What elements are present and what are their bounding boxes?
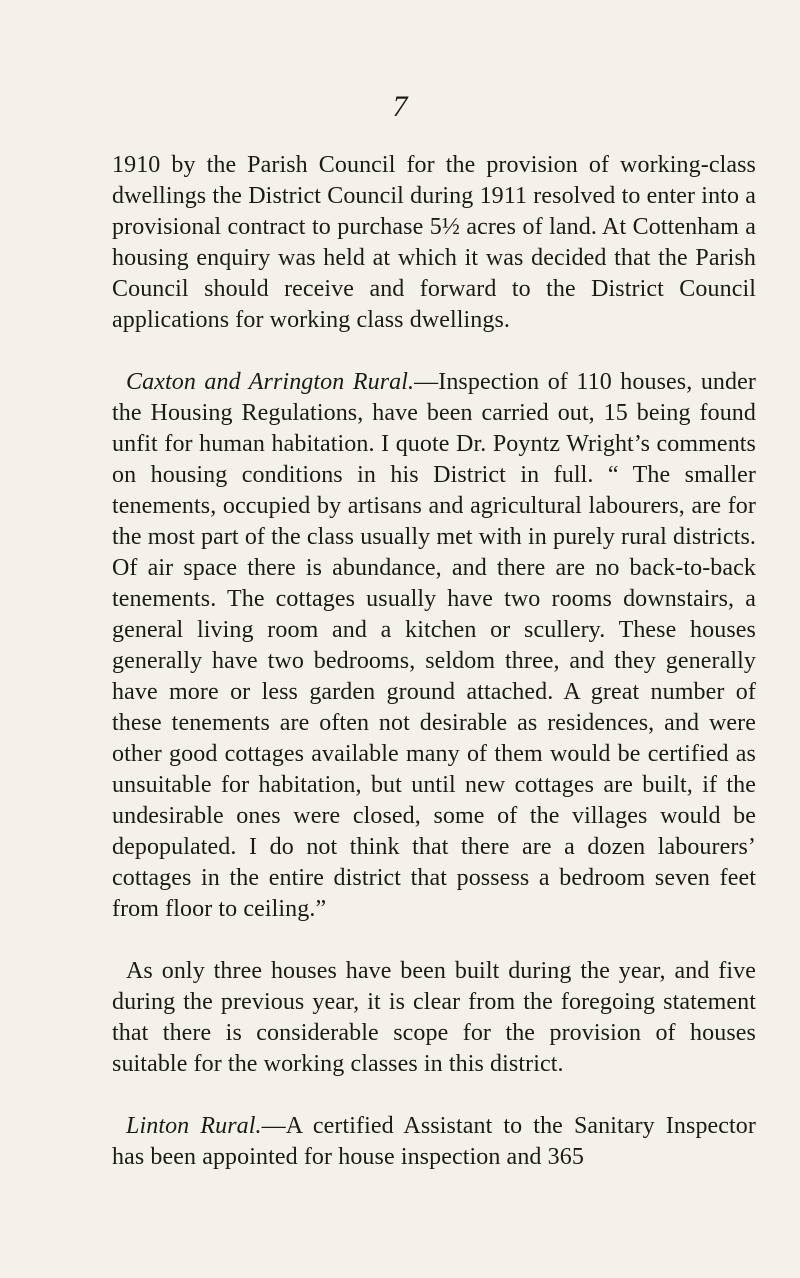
paragraph-linton-rural xyxy=(112,1111,756,1173)
paragraph-caxton-arrington xyxy=(112,367,756,925)
paragraph-text: —A certified Assistant to the Sanitary Inspector has been appointed for house inspection and 365 xyxy=(112,1113,757,1170)
paragraph-text: 1910 by the Parish Council for the provision of working-class dwellings the District Council during 1911 resolved to enter into a provisional contract to purchase 5½ acres of land. At Cottenham a housing enquiry was held at which it was decided that the Parish Council should receive and forward to the District Council applications for working class dwellings. xyxy=(112,152,756,333)
page-number: 7 xyxy=(392,90,408,123)
section-heading-linton-rural: Linton Rural. xyxy=(126,1113,262,1139)
section-heading-caxton-arrington: Caxton and Arrington Rural. xyxy=(126,369,415,395)
paragraph-continuation xyxy=(112,150,756,336)
paragraph-houses-built xyxy=(112,956,756,1080)
body-text xyxy=(112,150,756,1204)
paragraph-text: As only three houses have been built during the year, and five during the previous year, it is clear from the foregoing statement that there is considerable scope for the provision of houses suitable for the working classes in this district. xyxy=(112,958,756,1077)
paragraph-text: —Inspection of 110 houses, under the Housing Regulations, have been carried out, 15 being found unfit for human habitation. I quote Dr. Poyntz Wright’s comments on housing conditions in his District in full. “ The smaller tenements, occupied by artisans and agricultural labourers, are for the most part of the class usually met with in purely rural districts. Of air space there is abundance, and there are no back-to-back tenements. The cottages usually have two rooms downstairs, a general living room and a kitchen or scullery. These houses generally have two bedrooms, seldom three, and they generally have more or less garden ground attached. A great number of these tenements are often not desirable as residences, and were other good cottages available many of them would be certified as unsuitable for habitation, but until new cottages are built, if the undesirable ones were closed, some of the villages would be depopulated. I do not think that there are a dozen labourers’ cottages in the entire district that possess a bedroom seven feet from floor to ceiling.” xyxy=(112,369,756,922)
